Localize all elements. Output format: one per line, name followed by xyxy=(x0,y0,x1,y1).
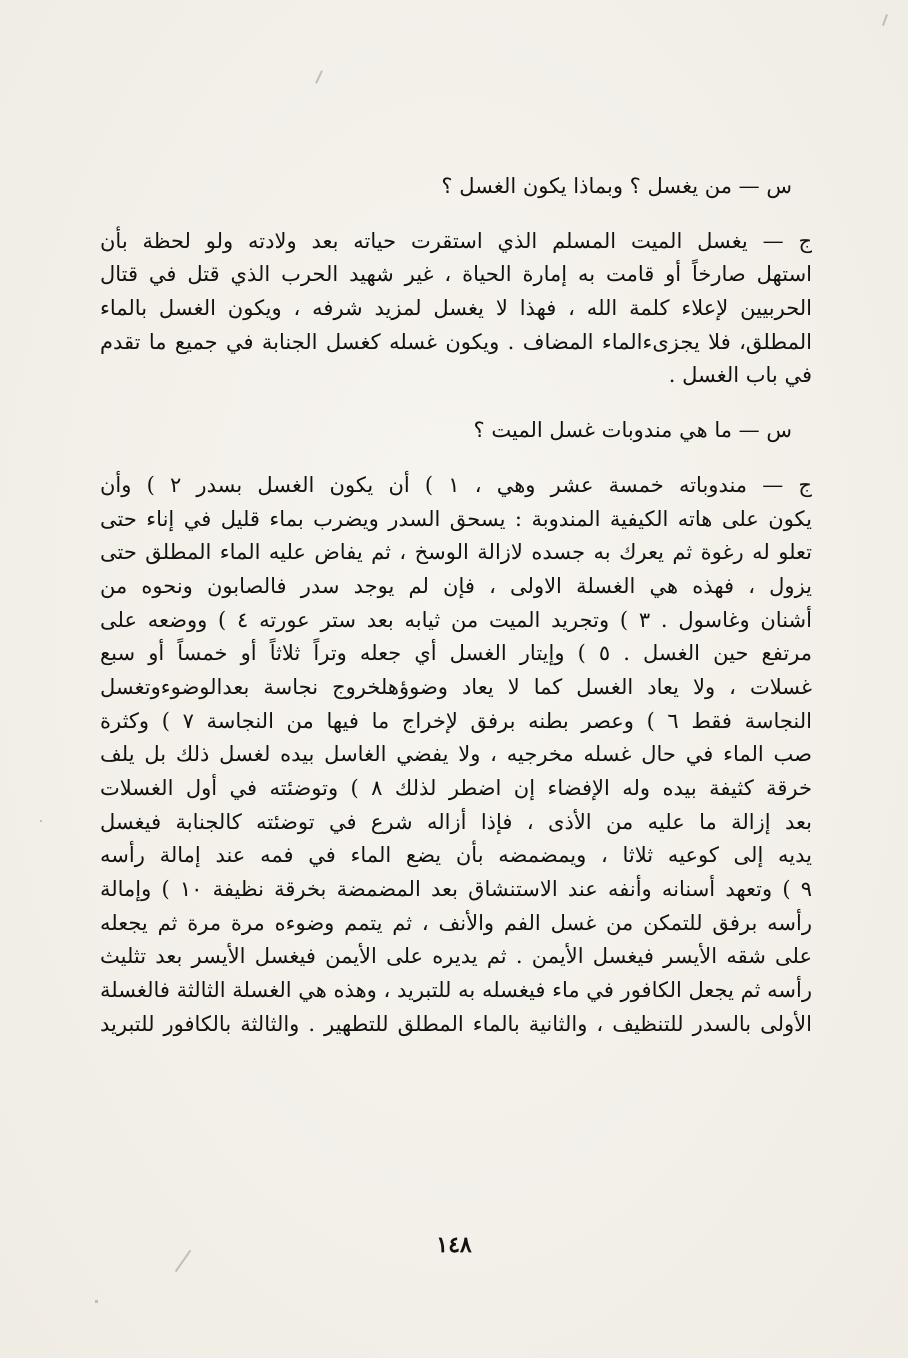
answer-line: يكون على هاته الكيفية المندوبة : يسحق السدر ويضرب بماء قليل في إناء حتى xyxy=(100,506,812,531)
page-number: ١٤٨ xyxy=(436,1232,472,1258)
answer-line: يديه إلى كوعيه ثلاثا ، ويمضمضه بأن يضع الماء في فمه عند إمالة رأسه xyxy=(100,843,812,868)
answer-line: في باب الغسل . xyxy=(668,363,812,388)
page-body xyxy=(100,170,812,1042)
scan-mark xyxy=(40,820,42,822)
answer-recommended-acts xyxy=(100,469,812,1042)
answer-line: تعلو له رغوة ثم يعرك به جسده لازالة الوسخ ، ثم يفاض عليه الماء المطلق حتى xyxy=(100,540,812,565)
answer-line: مرتفع حين الغسل . ٥ ) وإيتار الغسل أي جعله وتراً ثلاثاً أو خمساً أو سبع xyxy=(100,641,812,666)
answer-line: صب الماء في حال غسله مخرجيه ، ولا يفضي الغاسل بيده لغسل ذلك بل يلف xyxy=(100,742,812,767)
answer-line: غسلات ، ولا يعاد الغسل كما لا يعاد وضوؤهلخروج نجاسة بعدالوضوءوتغسل xyxy=(100,674,812,699)
answer-line: رأسه ثم يجعل الكافور في ماء فيغسله به للتبريد ، وهذه هي الغسلة الثالثة فالغسلة xyxy=(100,978,812,1003)
answer-line: الحربيين لإعلاء كلمة الله ، فهذا لا يغسل لمزيد شرفه ، ويكون الغسل بالماء xyxy=(100,296,812,321)
scan-mark xyxy=(315,70,323,84)
answer-line: ٩ ) وتعهد أسنانه وأنفه عند الاستنشاق بعد المضمضة بخرقة نظيفة ١٠ ) وإمالة xyxy=(100,877,812,902)
question-recommended-acts: س — ما هي مندوبات غسل الميت ؟ xyxy=(473,418,792,443)
answer-line: المطلق، فلا يجزىءالماء المضاف . ويكون غسله كغسل الجنابة في جميع ما تقدم xyxy=(100,329,812,354)
answer-line: على شقه الأيسر فيغسل الأيمن . ثم يديره على الأيمن فيغسل الأيسر بعد تثليث xyxy=(100,944,812,969)
answer-line: ج — مندوباته خمسة عشر وهي ، ١ ) أن يكون الغسل بسدر ٢ ) وأن xyxy=(100,472,812,497)
answer-line: الأولى بالسدر للتنظيف ، والثانية بالماء المطلق للتطهير . والثالثة بالكافور للتبريد xyxy=(100,1011,812,1036)
answer-line: رأسه برفق للتمكن من غسل الفم والأنف ، ثم يتمم وضوءه مرة مرة ثم يجعله xyxy=(100,910,812,935)
scan-mark xyxy=(882,14,888,26)
answer-line: يزول ، فهذه هي الغسلة الاولى ، فإن لم يوجد سدر فالصابون ونحوه من xyxy=(100,573,812,598)
scan-mark xyxy=(95,1300,98,1303)
question-who-washed: س — من يغسل ؟ وبماذا يكون الغسل ؟ xyxy=(441,174,792,198)
answer-line: خرقة كثيفة بيده وله الإفضاء إن اضطر لذلك ٨ ) وتوضئته في أول الغسلات xyxy=(100,776,812,800)
answer-line: استهل صارخاً أو قامت به إمارة الحياة ، غير شهيد الحرب الذي قتل في قتال xyxy=(100,262,812,287)
answer-line: بعد إزالة ما عليه من الأذى ، فإذا أزاله شرع في توضئته كالجنابة فيغسل xyxy=(100,809,812,834)
answer-line: أشنان وغاسول . ٣ ) وتجريد الميت من ثيابه بعد ستر عورته ٤ ) ووضعه على xyxy=(100,607,812,632)
answer-line: ج — يغسل الميت المسلم الذي استقرت حياته بعد ولادته ولو لحظة بأن xyxy=(100,228,812,253)
answer-line: النجاسة فقط ٦ ) وعصر بطنه برفق لإخراج ما فيها من النجاسة ٧ ) وكثرة xyxy=(100,708,812,733)
answer-who-washed xyxy=(100,225,812,393)
